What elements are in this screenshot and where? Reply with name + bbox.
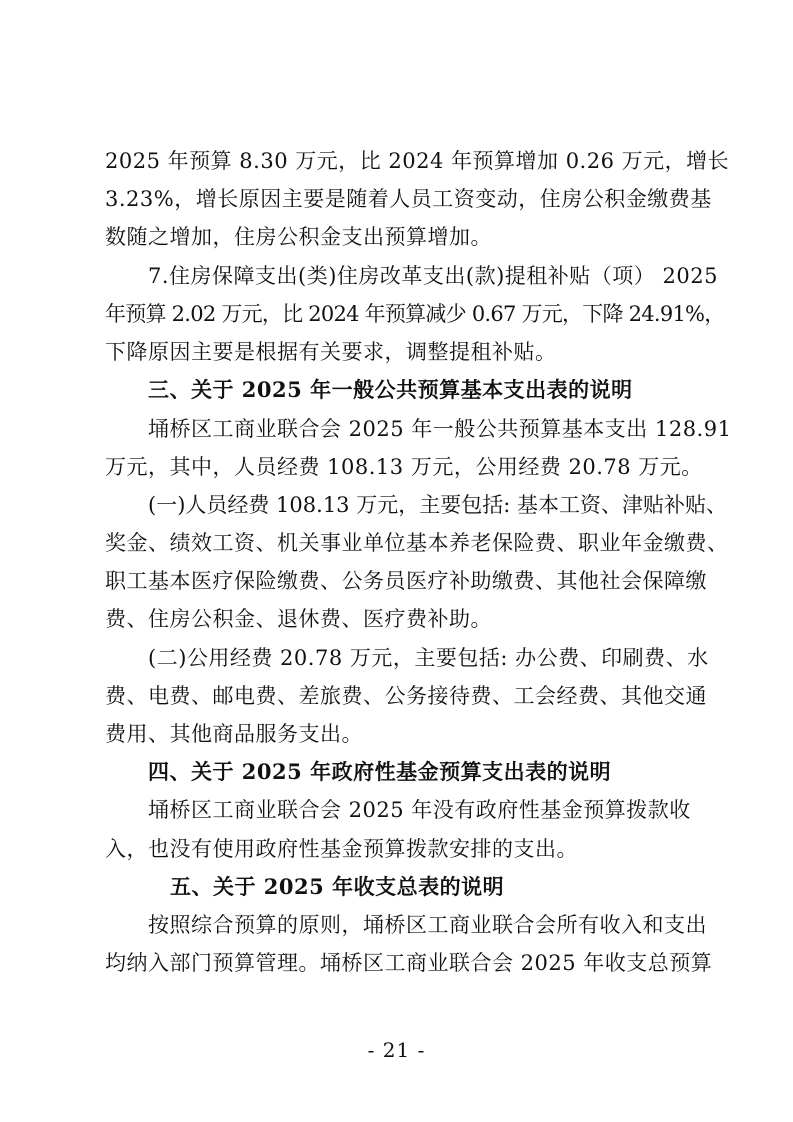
text-line: 奖金、绩效工资、机关事业单位基本养老保险费、职业年金缴费、 (105, 531, 729, 555)
text-line: 入，也没有使用政府性基金预算拨款安排的支出。 (105, 837, 578, 861)
page-number: - 21 - (367, 1038, 426, 1062)
text-line: 埇桥区工商业联合会 2025 年没有政府性基金预算拨款收 (148, 798, 691, 822)
text-line: 费、住房公积金、退休费、医疗费补助。 (105, 607, 492, 631)
text-line: 数随之增加，住房公积金支出预算增加。 (105, 225, 492, 249)
text-line: (二)公用经费 20.78 万元，主要包括: 办公费、印刷费、水 (148, 646, 709, 670)
text-line: 职工基本医疗保险缴费、公务员医疗补助缴费、其他社会保障缴 (105, 569, 707, 593)
text-line: 按照综合预算的原则，埇桥区工商业联合会所有收入和支出 (148, 913, 707, 937)
text-line: 年预算 2.02 万元，比 2024 年预算减少 0.67 万元，下降 24.91%， (105, 302, 725, 326)
text-line: 费用、其他商品服务支出。 (105, 722, 363, 746)
text-line: (一)人员经费 108.13 万元，主要包括: 基本工资、津贴补贴、 (148, 493, 727, 517)
text-line: 均纳入部门预算管理。埇桥区工商业联合会 2025 年收支总预算 (105, 951, 713, 975)
text-line: 费、电费、邮电费、差旅费、公务接待费、工会经费、其他交通 (105, 684, 707, 708)
text-line: 万元，其中，人员经费 108.13 万元，公用经费 20.78 万元。 (105, 455, 703, 479)
section-heading: 三、关于 2025 年一般公共预算基本支出表的说明 (148, 377, 633, 402)
text-line: 下降原因主要是根据有关要求，调整提租补贴。 (105, 340, 557, 364)
text-line: 7.住房保障支出(类)住房改革支出(款)提租补贴（项） 2025 (148, 264, 718, 288)
section-heading: 四、关于 2025 年政府性基金预算支出表的说明 (148, 759, 612, 784)
text-line: 2025 年预算 8.30 万元，比 2024 年预算增加 0.26 万元，增长 (105, 149, 730, 173)
text-line: 3.23%，增长原因主要是随着人员工资变动，住房公积金缴费基 (105, 187, 712, 211)
section-heading: 五、关于 2025 年收支总表的说明 (170, 874, 505, 899)
text-line: 埇桥区工商业联合会 2025 年一般公共预算基本支出 128.91 (148, 417, 732, 441)
